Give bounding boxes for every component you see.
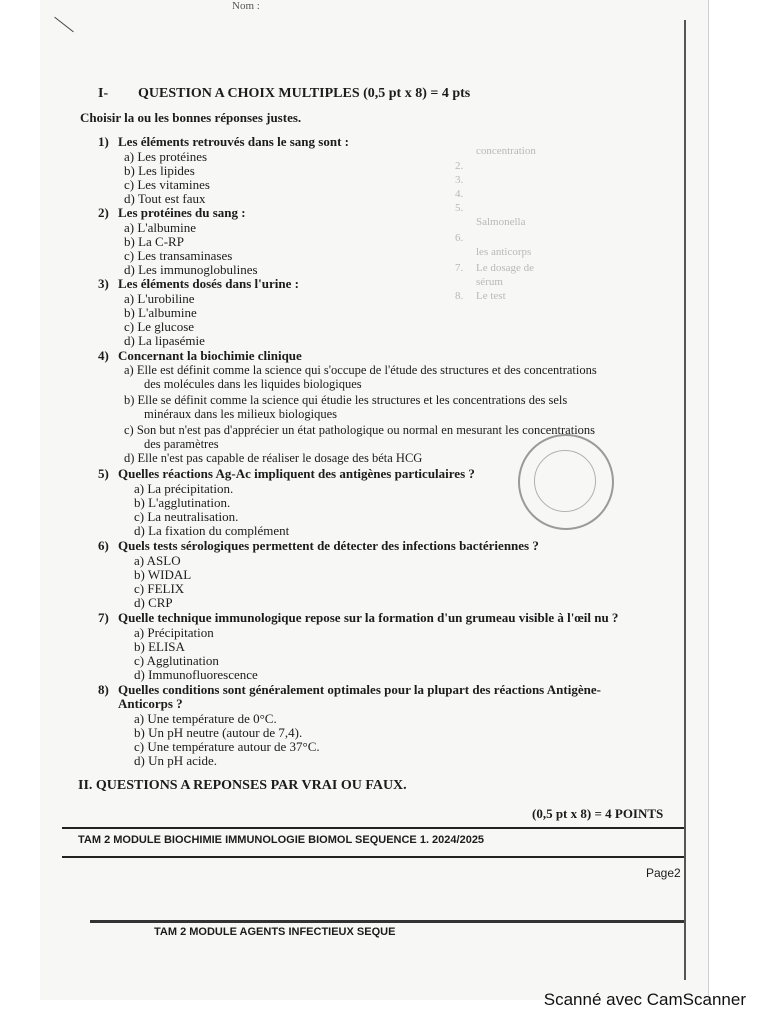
q5-option-d: d) La fixation du complément	[134, 523, 290, 538]
q8-option-b: b) Un pH neutre (autour de 7,4).	[134, 725, 303, 740]
section2-title: II. QUESTIONS A REPONSES PAR VRAI OU FAUX.	[78, 778, 407, 793]
q7-option-b: b) ELISA	[134, 639, 185, 654]
q2-option-d: d) Les immunoglobulines	[124, 262, 258, 277]
q8-text: Quelles conditions sont généralement optimales pour la plupart des réactions Antigène-	[118, 682, 601, 697]
q6-option-d: d) CRP	[134, 595, 173, 610]
q7-option-d: d) Immunofluorescence	[134, 667, 258, 682]
q6-option-b: b) WIDAL	[134, 567, 192, 582]
q3-option-a: a) L'urobiline	[124, 291, 195, 306]
q8-num: 8)	[98, 682, 109, 697]
right-item-2: 2.	[455, 160, 464, 172]
right-fragment-anticorps: les anticorps	[476, 246, 532, 258]
footer-rule-bottom	[62, 856, 684, 858]
q2-option-b: b) La C-RP	[124, 234, 184, 249]
q6-text: Quels tests sérologiques permettent de détecter des infections bactériennes ?	[118, 538, 539, 553]
right-fragment-test: Le test	[476, 290, 506, 302]
q3-num: 3)	[98, 276, 109, 291]
q8-text-cont: Anticorps ?	[118, 696, 183, 711]
q7-text: Quelle technique immunologique repose sur la formation d'un grumeau visible à l'œil nu ?	[118, 610, 619, 625]
right-fragment-salmonella: Salmonella	[476, 216, 526, 228]
module-line: TAM 2 MODULE BIOCHIMIE IMMUNOLOGIE BIOMOL SEQUENCE 1. 2024/2025	[78, 834, 485, 846]
right-fragment-serum: sérum	[476, 276, 503, 288]
right-item-3: 3.	[455, 174, 464, 186]
right-fragment-dosage: Le dosage de	[476, 262, 535, 274]
right-fragment-concentration: concentration	[476, 145, 536, 157]
next-sheet-module-line: TAM 2 MODULE AGENTS INFECTIEUX SEQUE	[154, 926, 396, 938]
q4-option-d: d) Elle n'est pas capable de réaliser le dosage des béta HCG	[124, 451, 423, 465]
q1-option-d: d) Tout est faux	[124, 191, 206, 206]
q1-text: Les éléments retrouvés dans le sang sont :	[118, 134, 349, 149]
q3-option-c: c) Le glucose	[124, 319, 195, 334]
q8-option-a: a) Une température de 0°C.	[134, 711, 277, 726]
sheet-edge	[684, 20, 686, 980]
right-item-5: 5.	[455, 202, 464, 214]
q3-option-b: b) L'albumine	[124, 305, 197, 320]
right-item-7: 7.	[455, 262, 464, 274]
section-title: QUESTION A CHOIX MULTIPLES (0,5 pt x 8) = 4 pts	[138, 86, 471, 101]
q4-option-a: a) Elle est définit comme la science qui s'occupe de l'étude des structures et des concentrations	[124, 363, 597, 377]
right-item-8: 8.	[455, 290, 464, 302]
q1-option-b: b) Les lipides	[124, 163, 195, 178]
q7-option-c: c) Agglutination	[134, 653, 219, 668]
q6-option-a: a) ASLO	[134, 553, 181, 568]
instruction: Choisir la ou les bonnes réponses justes.	[80, 110, 302, 125]
q1-num: 1)	[98, 134, 109, 149]
q1-option-a: a) Les protéines	[124, 149, 208, 164]
right-item-6: 6.	[455, 232, 464, 244]
footer-rule-top	[62, 827, 684, 829]
q5-option-a: a) La précipitation.	[134, 481, 234, 496]
q6-option-c: c) FELIX	[134, 581, 185, 596]
q2-option-a: a) L'albumine	[124, 220, 197, 235]
q8-option-c: c) Une température autour de 37°C.	[134, 739, 320, 754]
q4-option-b-cont: minéraux dans les milieux biologiques	[144, 407, 338, 421]
q7-num: 7)	[98, 610, 109, 625]
q7-option-a: a) Précipitation	[134, 625, 214, 640]
q4-text: Concernant la biochimie clinique	[118, 348, 302, 363]
q3-text: Les éléments dosés dans l'urine :	[118, 276, 299, 291]
q8-option-d: d) Un pH acide.	[134, 753, 218, 768]
q3-option-d: d) La lipasémie	[124, 333, 205, 348]
section2-points: (0,5 pt x 8) = 4 POINTS	[532, 806, 664, 821]
right-item-4: 4.	[455, 188, 464, 200]
q2-text: Les protéines du sang :	[118, 205, 246, 220]
q5-text: Quelles réactions Ag-Ac impliquent des antigènes particulaires ?	[118, 466, 475, 481]
official-stamp	[518, 434, 614, 530]
camscanner-watermark: Scanné avec CamScanner	[543, 990, 746, 1009]
q1-option-c: c) Les vitamines	[124, 177, 210, 192]
stamp-inner-ring	[534, 450, 596, 512]
q5-option-c: c) La neutralisation.	[134, 509, 239, 524]
name-label: Nom :	[232, 0, 260, 12]
q5-option-b: b) L'agglutination.	[134, 495, 231, 510]
q4-num: 4)	[98, 348, 109, 363]
next-sheet-rule	[90, 920, 684, 923]
q4-option-b: b) Elle se définit comme la science qui étudie les structures et les concentrations des sels	[124, 393, 568, 407]
q6-num: 6)	[98, 538, 109, 553]
q2-num: 2)	[98, 205, 109, 220]
q4-option-c-cont: des paramètres	[144, 437, 219, 451]
section-number: I-	[98, 86, 109, 101]
q2-option-c: c) Les transaminases	[124, 248, 233, 263]
q4-option-a-cont: des molécules dans les liquides biologiques	[144, 377, 362, 391]
q5-num: 5)	[98, 466, 109, 481]
page-number: Page2	[646, 866, 681, 880]
q4-option-c: c) Son but n'est pas d'apprécier un état pathologique ou normal en mesurant les concentrations	[124, 423, 596, 437]
